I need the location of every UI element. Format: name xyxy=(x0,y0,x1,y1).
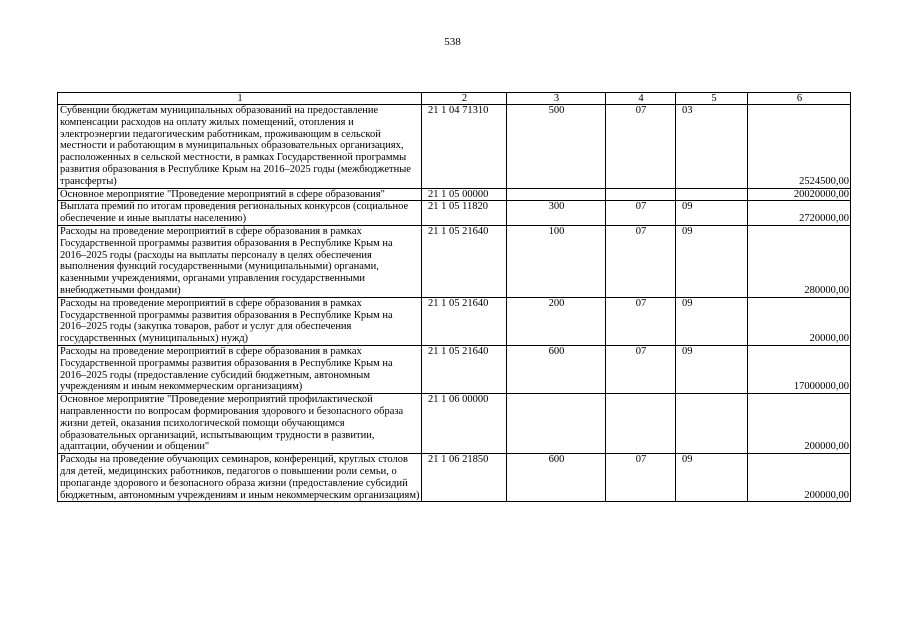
row-name: Расходы на проведение мероприятий в сфере образования в рамках Государственной программы развития образования в Республике Крым на 2016–2025 годы (закупка товаров, работ и услуг для обеспечения государственных (муниципальных) нужд) xyxy=(58,297,422,345)
table-row xyxy=(58,345,851,393)
row-target-code: 21 1 05 21640 xyxy=(422,225,507,297)
table-row xyxy=(58,394,851,454)
row-amount: 280000,00 xyxy=(748,225,851,297)
col-header-4: 4 xyxy=(606,93,676,105)
row-target-code: 21 1 06 21850 xyxy=(422,454,507,502)
row-section: 07 xyxy=(606,225,676,297)
row-name: Субвенции бюджетам муниципальных образований на предоставление компенсации расходов на оплату жилых помещений, отопления и электроэнергии педагогическим работникам, проживающим в сельской местности и работающим в муниципальных образовательных организациях, расположенных в сельской местности, в рамках Государственной программы развития образования в Республике Крым на 2016–2025 годы (межбюджетные трансферты) xyxy=(58,105,422,189)
col-header-2: 2 xyxy=(422,93,507,105)
col-header-5: 5 xyxy=(676,93,748,105)
row-section: 07 xyxy=(606,297,676,345)
row-amount: 2720000,00 xyxy=(748,201,851,226)
row-section xyxy=(606,394,676,454)
col-header-6: 6 xyxy=(748,93,851,105)
row-subsection: 09 xyxy=(676,345,748,393)
row-expense-type xyxy=(507,188,606,201)
row-target-code: 21 1 05 21640 xyxy=(422,345,507,393)
row-target-code: 21 1 06 00000 xyxy=(422,394,507,454)
row-expense-type: 300 xyxy=(507,201,606,226)
row-name: Расходы на проведение мероприятий в сфере образования в рамках Государственной программы развития образования в Республике Крым на 2016–2025 годы (предоставление субсидий бюджетным, автономным учреждениям и иным некоммерческим организациям) xyxy=(58,345,422,393)
row-name: Выплата премий по итогам проведения региональных конкурсов (социальное обеспечение и иные выплаты населению) xyxy=(58,201,422,226)
row-subsection: 09 xyxy=(676,201,748,226)
row-section: 07 xyxy=(606,201,676,226)
row-subsection: 03 xyxy=(676,105,748,189)
row-subsection xyxy=(676,188,748,201)
table-row xyxy=(58,454,851,502)
col-header-3: 3 xyxy=(507,93,606,105)
row-name: Основное мероприятие "Проведение мероприятий профилактической направленности по вопросам формирования здорового и безопасного образа жизни детей, оказания психологической помощи обучающимся образовательных организаций, испытывающим трудности в развитии, адаптации, обучении и общении" xyxy=(58,394,422,454)
row-section: 07 xyxy=(606,345,676,393)
row-name: Расходы на проведение мероприятий в сфере образования в рамках Государственной программы развития образования в Республике Крым на 2016–2025 годы (расходы на выплаты персоналу в целях обеспечения выполнения функций государственными (муниципальными) органами, казенными учреждениями, органами управления государственными внебюджетными фондами) xyxy=(58,225,422,297)
row-expense-type: 600 xyxy=(507,345,606,393)
row-amount: 20000,00 xyxy=(748,297,851,345)
table-row xyxy=(58,297,851,345)
row-subsection: 09 xyxy=(676,225,748,297)
header-row xyxy=(58,93,851,105)
row-section: 07 xyxy=(606,105,676,189)
row-amount: 2524500,00 xyxy=(748,105,851,189)
table-row xyxy=(58,105,851,189)
row-section xyxy=(606,188,676,201)
budget-table xyxy=(57,92,851,502)
row-section: 07 xyxy=(606,454,676,502)
table-row xyxy=(58,188,851,201)
page-number: 538 xyxy=(444,36,461,48)
row-target-code: 21 1 05 11820 xyxy=(422,201,507,226)
col-header-1: 1 xyxy=(58,93,422,105)
row-amount: 20020000,00 xyxy=(748,188,851,201)
table-row xyxy=(58,201,851,226)
row-subsection: 09 xyxy=(676,454,748,502)
row-expense-type: 200 xyxy=(507,297,606,345)
row-expense-type xyxy=(507,394,606,454)
row-amount: 200000,00 xyxy=(748,454,851,502)
row-target-code: 21 1 05 21640 xyxy=(422,297,507,345)
row-name: Расходы на проведение обучающих семинаров, конференций, круглых столов для детей, медицинских работников, педагогов о повышении роли семьи, о пропаганде здорового и безопасного образа жизни (предоставление субсидий бюджетным, автономным учреждениям и иным некоммерческим организациям) xyxy=(58,454,422,502)
table-row xyxy=(58,225,851,297)
row-subsection: 09 xyxy=(676,297,748,345)
row-expense-type: 500 xyxy=(507,105,606,189)
row-target-code: 21 1 05 00000 xyxy=(422,188,507,201)
row-amount: 200000,00 xyxy=(748,394,851,454)
row-expense-type: 100 xyxy=(507,225,606,297)
row-name: Основное мероприятие "Проведение мероприятий в сфере образования" xyxy=(58,188,422,201)
row-subsection xyxy=(676,394,748,454)
row-expense-type: 600 xyxy=(507,454,606,502)
row-target-code: 21 1 04 71310 xyxy=(422,105,507,189)
row-amount: 17000000,00 xyxy=(748,345,851,393)
